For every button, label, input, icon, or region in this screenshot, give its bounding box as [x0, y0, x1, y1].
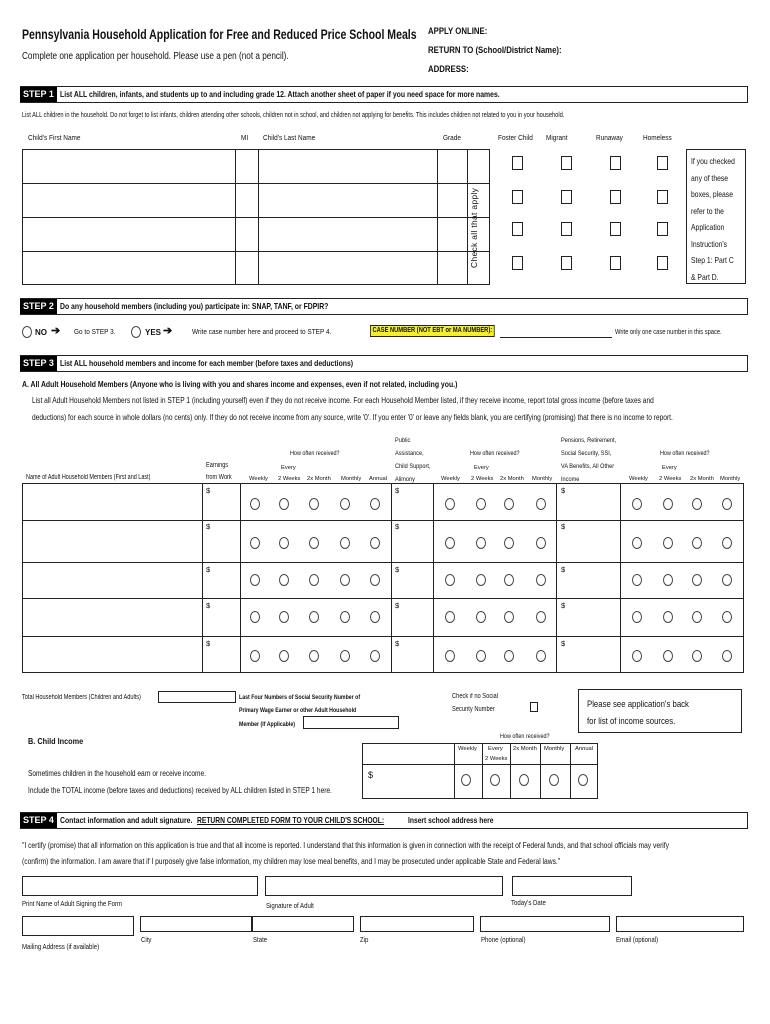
earnings-dollar[interactable]: $ [206, 601, 211, 610]
zip-label: Zip [360, 935, 369, 944]
date-label: Today's Date [511, 898, 546, 907]
total-members-label: Total Household Members (Children and Adults) [22, 694, 141, 701]
pen-frequency-radio[interactable] [722, 650, 732, 662]
pen-frequency-radio[interactable] [663, 650, 673, 662]
pub-frequency-radio[interactable] [536, 537, 546, 549]
adult-name-row-5[interactable] [23, 637, 201, 673]
pen-frequency-radio[interactable] [722, 574, 732, 586]
pen-frequency-radio[interactable] [632, 574, 642, 586]
pen-frequency-radio[interactable] [663, 611, 673, 623]
earn-frequency-radio[interactable] [370, 537, 380, 549]
mailing-address-input[interactable] [22, 916, 134, 936]
see-back-box [578, 689, 742, 733]
public-assist-header-3: Child Support, [395, 463, 431, 470]
freq-2x-month: 2x Month [690, 476, 714, 482]
migrant-checkbox-2[interactable] [561, 190, 572, 204]
pub-frequency-radio[interactable] [445, 650, 455, 662]
earn-frequency-radio[interactable] [309, 650, 319, 662]
pen-frequency-radio[interactable] [632, 498, 642, 510]
earn-frequency-radio[interactable] [250, 611, 260, 623]
col-child-last-name: Child's Last Name [263, 133, 316, 142]
step1-note-line: any of these [691, 172, 729, 183]
public-assist-header-2: Assistance, [395, 450, 424, 457]
public-dollar[interactable]: $ [395, 639, 400, 648]
earn-frequency-radio[interactable] [250, 537, 260, 549]
migrant-checkbox-3[interactable] [561, 222, 572, 236]
see-back-line-1: Please see application's back [587, 699, 689, 710]
state-input[interactable] [252, 916, 354, 932]
print-name-label: Print Name of Adult Signing the Form [22, 899, 123, 908]
public-dollar[interactable]: $ [395, 565, 400, 574]
step4-title: Contact information and adult signature. [59, 814, 193, 825]
child-income-note-2: Include the TOTAL income (before taxes and deductions) received by ALL children listed in STEP 1 here. [28, 786, 332, 795]
earn-frequency-radio[interactable] [370, 611, 380, 623]
earnings-dollar[interactable]: $ [206, 639, 211, 648]
pub-frequency-radio[interactable] [504, 498, 514, 510]
case-number-label: CASE NUMBER (NOT EBT or MA NUMBER): [370, 325, 495, 337]
email-label: Email (optional) [616, 935, 659, 944]
apply-online-label: APPLY ONLINE: [428, 26, 488, 37]
child-income-dollar[interactable]: $ [368, 770, 374, 780]
freq-every: Every [488, 746, 503, 752]
freq-every: Every [474, 465, 489, 471]
freq-monthly: Monthly [532, 476, 553, 482]
pub-frequency-radio[interactable] [536, 650, 546, 662]
step2-yes-action: Write case number here and proceed to STEP 4. [192, 327, 332, 336]
earn-frequency-radio[interactable] [279, 498, 289, 510]
runaway-checkbox-2[interactable] [610, 190, 621, 204]
pub-frequency-radio[interactable] [476, 611, 486, 623]
child-income-note-1: Sometimes children in the household earn or receive income. [28, 769, 206, 778]
pension-dollar[interactable]: $ [561, 639, 566, 648]
freq-monthly: Monthly [341, 476, 362, 482]
step1-note-line: Step 1: Part C [691, 255, 734, 265]
public-dollar[interactable]: $ [395, 601, 400, 610]
child-every2weeks-radio[interactable] [490, 774, 500, 786]
pub-frequency-radio[interactable] [536, 611, 546, 623]
no-ssn-label-2: Security Number [452, 706, 495, 713]
col-grade: Grade [443, 133, 461, 142]
form-subtitle: Complete one application per household. Please use a pen (not a pencil). [22, 51, 289, 62]
public-assist-header-1: Public [395, 437, 411, 444]
state-label: State [253, 935, 268, 944]
ssn-label-2: Primary Wage Earner or other Adult Household [239, 707, 357, 714]
step1-instruction: List ALL children in the household. Do not forget to list infants, children attending other schools, children not in school, and children not applying for benefits. This includes children not related to you in your household. [22, 110, 565, 119]
freq-2-weeks: 2 Weeks [471, 476, 494, 482]
pension-dollar[interactable]: $ [561, 565, 566, 574]
ssn-label-3: Member (If Applicable) [239, 721, 296, 728]
arrow-right-icon: ➔ [51, 325, 61, 337]
earn-frequency-radio[interactable] [370, 574, 380, 586]
step1-note-line: If you checked [691, 156, 735, 166]
freq-2x-month: 2x Month [513, 746, 537, 752]
signature-input[interactable] [265, 876, 503, 896]
foster-checkbox-1[interactable] [512, 156, 523, 170]
pen-frequency-radio[interactable] [692, 650, 702, 662]
adult-name-row-1[interactable] [23, 484, 201, 520]
step1-note-box [686, 149, 746, 284]
step1-header [20, 86, 748, 103]
adult-name-col-header: Name of Adult Household Members (First and Last) [26, 474, 151, 481]
pub-frequency-radio[interactable] [445, 574, 455, 586]
pen-frequency-radio[interactable] [692, 574, 702, 586]
how-often-header-3: How often received? [660, 450, 710, 457]
see-back-line-2: for list of income sources. [587, 716, 676, 727]
how-often-header-1: How often received? [290, 450, 340, 457]
homeless-checkbox-2[interactable] [657, 190, 668, 204]
adult-name-row-2[interactable] [23, 521, 201, 562]
freq-weekly: Weekly [441, 476, 460, 482]
return-to-label: RETURN TO (School/District Name): [428, 45, 562, 56]
child-row-4[interactable] [23, 252, 235, 285]
return-form-label: RETURN COMPLETED FORM TO YOUR CHILD'S SCHOOL: [197, 816, 385, 825]
mailing-address-label: Mailing Address (if available) [22, 942, 100, 951]
public-dollar[interactable]: $ [395, 486, 400, 495]
child-row-2[interactable] [23, 184, 235, 217]
runaway-checkbox-4[interactable] [610, 256, 621, 270]
pensions-header-1: Pensions, Retirement, [561, 437, 617, 444]
step1-note-line: Application [691, 222, 725, 232]
no-ssn-label-1: Check if no Social [452, 693, 498, 700]
pension-dollar[interactable]: $ [561, 601, 566, 610]
migrant-checkbox-4[interactable] [561, 256, 572, 270]
case-number-input[interactable] [500, 324, 612, 338]
pub-frequency-radio[interactable] [445, 611, 455, 623]
pen-frequency-radio[interactable] [663, 498, 673, 510]
earn-frequency-radio[interactable] [279, 574, 289, 586]
step2-no-radio[interactable] [22, 326, 32, 338]
col-child-first-name: Child's First Name [28, 133, 81, 142]
earn-frequency-radio[interactable] [340, 574, 350, 586]
pen-frequency-radio[interactable] [663, 574, 673, 586]
foster-checkbox-4[interactable] [512, 256, 523, 270]
pub-frequency-radio[interactable] [476, 498, 486, 510]
earn-frequency-radio[interactable] [250, 574, 260, 586]
address-label: ADDRESS: [428, 64, 469, 75]
section-a-title: A. All Adult Household Members (Anyone who is living with you and shares income and expenses, even if not related, including you.) [22, 379, 458, 389]
phone-label: Phone (optional) [481, 935, 526, 944]
phone-input[interactable] [480, 916, 610, 932]
earn-frequency-radio[interactable] [250, 498, 260, 510]
child-weekly-radio[interactable] [461, 774, 471, 786]
runaway-checkbox-1[interactable] [610, 156, 621, 170]
freq-weekly: Weekly [458, 746, 477, 752]
freq-monthly: Monthly [544, 746, 565, 752]
section-a-instruction-2: deductions) for each source in whole dollars (no cents) only. If they do not receive income from any source, write '0'. If you enter '0' or leave any fields blank, you are certifying (promising) that there is no income to report. [32, 412, 673, 422]
freq-monthly: Monthly [720, 476, 741, 482]
step2-no-label: NO [35, 328, 47, 337]
col-migrant: Migrant [546, 133, 568, 142]
earn-frequency-radio[interactable] [370, 498, 380, 510]
homeless-checkbox-1[interactable] [657, 156, 668, 170]
foster-checkbox-3[interactable] [512, 222, 523, 236]
pen-frequency-radio[interactable] [692, 498, 702, 510]
runaway-checkbox-3[interactable] [610, 222, 621, 236]
earnings-header-1: Earnings [206, 462, 229, 469]
ssn-label-1: Last Four Numbers of Social Security Number of [239, 694, 361, 701]
earn-frequency-radio[interactable] [279, 537, 289, 549]
no-ssn-checkbox[interactable] [530, 702, 538, 712]
city-label: City [141, 935, 152, 944]
freq-annual: Annual [575, 746, 594, 752]
col-homeless: Homeless [643, 133, 672, 142]
check-all-vertical-label: Check all that apply [469, 187, 479, 268]
step2-yes-radio[interactable] [131, 326, 141, 338]
pub-frequency-radio[interactable] [504, 611, 514, 623]
col-foster-child: Foster Child [498, 133, 533, 142]
step1-title: List ALL children, infants, and students up to and including grade 12. Attach another sheet of paper if you need space for more names. [59, 88, 500, 99]
pub-frequency-radio[interactable] [476, 650, 486, 662]
public-assist-header-4: Alimony [395, 476, 415, 483]
city-input[interactable] [140, 916, 252, 932]
ssn-input[interactable] [303, 716, 399, 729]
pub-frequency-radio[interactable] [476, 537, 486, 549]
pub-frequency-radio[interactable] [504, 574, 514, 586]
freq-2-weeks: 2 Weeks [278, 476, 301, 482]
step4-number: STEP 4 [20, 813, 57, 828]
freq-2x-month: 2x Month [500, 476, 524, 482]
date-input[interactable] [512, 876, 632, 896]
pensions-header-2: Social Security, SSI, [561, 450, 612, 457]
section-b-title: B. Child Income [28, 736, 84, 746]
earn-frequency-radio[interactable] [340, 537, 350, 549]
public-dollar[interactable]: $ [395, 522, 400, 531]
child-row-3[interactable] [23, 218, 235, 251]
step2-no-action: Go to STEP 3. [74, 327, 116, 336]
form-title: Pennsylvania Household Application for Free and Reduced Price School Meals [22, 27, 417, 42]
step1-note-line: boxes, please [691, 189, 733, 199]
insert-address-label: Insert school address here [408, 816, 494, 825]
step1-note-line: Instruction's [691, 238, 728, 249]
step3-number: STEP 3 [20, 356, 57, 371]
earn-frequency-radio[interactable] [309, 611, 319, 623]
step1-number: STEP 1 [20, 87, 57, 102]
earn-frequency-radio[interactable] [370, 650, 380, 662]
pub-frequency-radio[interactable] [476, 574, 486, 586]
pen-frequency-radio[interactable] [632, 611, 642, 623]
step1-note-line: refer to the [691, 205, 724, 216]
earn-frequency-radio[interactable] [279, 650, 289, 662]
child-annual-radio[interactable] [578, 774, 588, 786]
earn-frequency-radio[interactable] [340, 498, 350, 510]
step3-title: List ALL household members and income for each member (before taxes and deductions) [59, 357, 353, 368]
earn-frequency-radio[interactable] [279, 611, 289, 623]
total-members-input[interactable] [158, 691, 236, 703]
child-income-how-often: How often received? [500, 733, 550, 740]
child-2xmonth-radio[interactable] [519, 774, 529, 786]
pub-frequency-radio[interactable] [504, 650, 514, 662]
pen-frequency-radio[interactable] [722, 498, 732, 510]
earn-frequency-radio[interactable] [340, 650, 350, 662]
earnings-dollar[interactable]: $ [206, 486, 211, 495]
pension-dollar[interactable]: $ [561, 522, 566, 531]
step1-note-line: & Part D. [691, 271, 719, 282]
how-often-header-2: How often received? [470, 450, 520, 457]
pensions-header-3: VA Benefits, All Other [561, 463, 615, 470]
adult-name-row-4[interactable] [23, 599, 201, 636]
pen-frequency-radio[interactable] [632, 537, 642, 549]
certify-text-1: "I certify (promise) that all information on this application is true and that all income is reported. I understand that this information is given in connection with the receipt of Federal funds, and that school officials may verify [22, 840, 669, 850]
homeless-checkbox-3[interactable] [657, 222, 668, 236]
pen-frequency-radio[interactable] [722, 611, 732, 623]
freq-weekly: Weekly [629, 476, 648, 482]
freq-2-weeks: 2 Weeks [485, 756, 508, 762]
homeless-checkbox-4[interactable] [657, 256, 668, 270]
freq-every: Every [662, 465, 677, 471]
earnings-header-2: from Work [206, 474, 232, 481]
pub-frequency-radio[interactable] [536, 498, 546, 510]
freq-2-weeks: 2 Weeks [659, 476, 682, 482]
earn-frequency-radio[interactable] [309, 537, 319, 549]
freq-2x-month: 2x Month [307, 476, 331, 482]
pensions-header-4: Income [561, 476, 580, 483]
print-name-input[interactable] [22, 876, 258, 896]
earn-frequency-radio[interactable] [309, 498, 319, 510]
col-mi: MI [241, 133, 249, 142]
pen-frequency-radio[interactable] [692, 537, 702, 549]
foster-checkbox-2[interactable] [512, 190, 523, 204]
pen-frequency-radio[interactable] [663, 537, 673, 549]
col-runaway: Runaway [596, 133, 623, 142]
step2-number: STEP 2 [20, 299, 57, 314]
earn-frequency-radio[interactable] [340, 611, 350, 623]
adult-name-row-3[interactable] [23, 563, 201, 598]
earnings-dollar[interactable]: $ [206, 565, 211, 574]
pub-frequency-radio[interactable] [536, 574, 546, 586]
child-row-1[interactable] [23, 150, 235, 183]
earn-frequency-radio[interactable] [309, 574, 319, 586]
email-input[interactable] [616, 916, 744, 932]
migrant-checkbox-1[interactable] [561, 156, 572, 170]
pub-frequency-radio[interactable] [445, 498, 455, 510]
pen-frequency-radio[interactable] [692, 611, 702, 623]
freq-every: Every [281, 465, 296, 471]
freq-weekly: Weekly [249, 476, 268, 482]
step2-header [20, 298, 748, 315]
pension-dollar[interactable]: $ [561, 486, 566, 495]
step2-yes-label: YES [145, 328, 162, 337]
freq-annual: Annual [369, 476, 388, 482]
pub-frequency-radio[interactable] [445, 537, 455, 549]
certify-text-2: (confirm) the information. I am aware that if I purposely give false information, my children may lose meal benefits, and I may be prosecuted under applicable State and Federal laws." [22, 856, 561, 866]
step3-header [20, 355, 748, 372]
step2-title: Do any household members (including you) participate in: SNAP, TANF, or FDPIR? [59, 300, 329, 311]
child-monthly-radio[interactable] [549, 774, 559, 786]
pen-frequency-radio[interactable] [722, 537, 732, 549]
zip-input[interactable] [360, 916, 474, 932]
section-a-instruction-1: List all Adult Household Members not listed in STEP 1 (including yourself) even if they do not receive income. For each Household Member listed, if they receive income, report total gross income (before taxes and [32, 395, 654, 405]
arrow-right-icon: ➔ [163, 325, 173, 337]
earn-frequency-radio[interactable] [250, 650, 260, 662]
pen-frequency-radio[interactable] [632, 650, 642, 662]
signature-label: Signature of Adult [266, 901, 314, 910]
earnings-dollar[interactable]: $ [206, 522, 211, 531]
pub-frequency-radio[interactable] [504, 537, 514, 549]
case-number-hint: Write only one case number in this space. [615, 327, 722, 336]
